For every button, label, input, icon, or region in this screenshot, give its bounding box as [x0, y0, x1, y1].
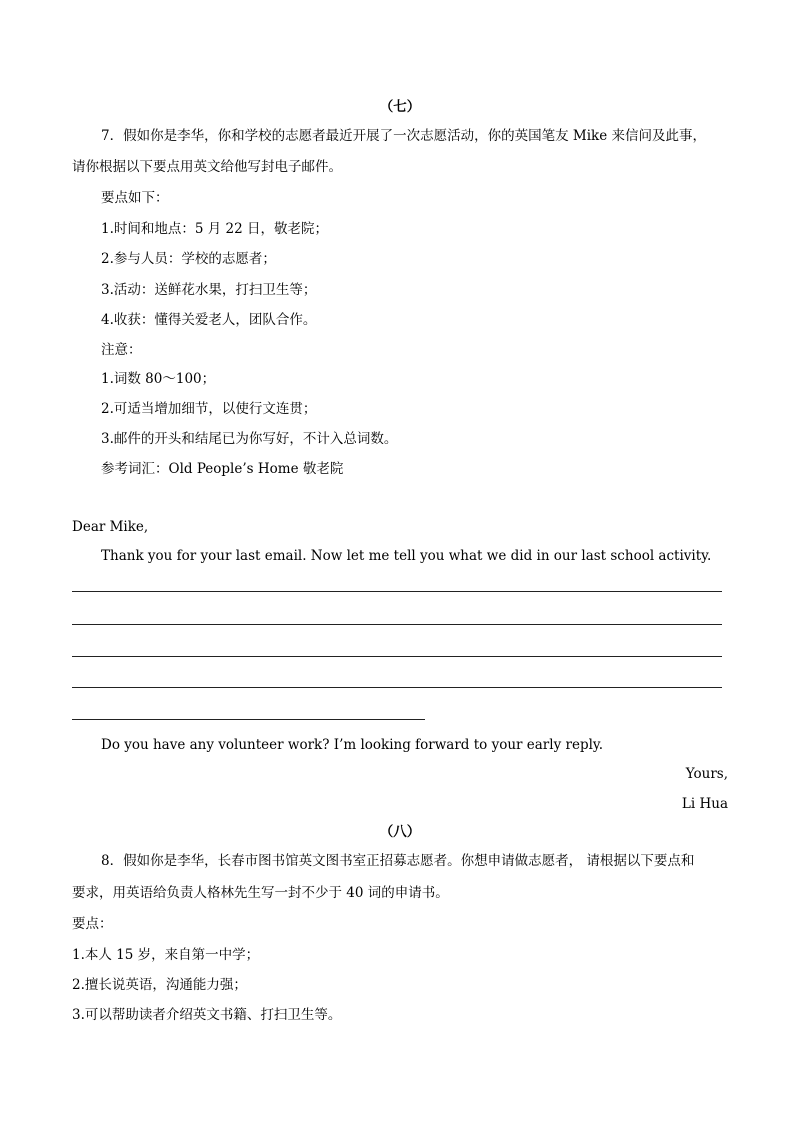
section-7-point-3: 3.活动：送鲜花水果，打扫卫生等； — [101, 282, 317, 298]
section-7-points-title: 要点如下： — [101, 190, 169, 206]
section-8-point-2: 2.擅长说英语，沟通能力强； — [72, 977, 247, 993]
letter-greeting: Dear Mike, — [72, 519, 149, 535]
section-7-note-3: 3.邮件的开头和结尾已为你写好，不计入总词数。 — [101, 431, 398, 447]
section-8-point-3: 3.可以帮助读者介绍英文书籍、打扫卫生等。 — [72, 1007, 342, 1023]
section-7-point-2: 2.参与人员：学校的志愿者； — [101, 251, 276, 267]
section-7-prompt-line-2: 请你根据以下要点用英文给他写封电子邮件。 — [72, 159, 342, 175]
section-7-heading: （七） — [379, 99, 421, 115]
section-7-note-2: 2.可适当增加细节，以使行文连贯； — [101, 401, 317, 417]
answer-line-2 — [72, 624, 722, 625]
section-7-vocab: 参考词汇：Old People’s Home 敬老院 — [101, 461, 344, 477]
section-8-point-1: 1.本人 15 岁，来自第一中学； — [72, 947, 260, 963]
answer-line-5 — [72, 719, 425, 720]
section-7-notes-title: 注意： — [101, 342, 142, 358]
section-7-prompt-line-1: 7．假如你是李华，你和学校的志愿者最近开展了一次志愿活动，你的英国笔友 Mike 来信问及此事， — [101, 128, 706, 144]
section-8-heading: （八） — [379, 824, 421, 840]
letter-closing: Do you have any volunteer work? I’m looking forward to your early reply. — [101, 737, 604, 753]
section-7-note-1: 1.词数 80～100； — [101, 371, 216, 387]
section-7-point-4: 4.收获：懂得关爱老人，团队合作。 — [101, 312, 317, 328]
section-8-points-title: 要点： — [72, 916, 113, 932]
answer-line-1 — [72, 591, 722, 592]
answer-line-4 — [72, 687, 722, 688]
letter-signature: Li Hua — [681, 796, 728, 812]
letter-signoff: Yours, — [685, 766, 728, 782]
section-8-prompt-line-2: 要求，用英语给负责人格林先生写一封不少于 40 词的申请书。 — [72, 885, 449, 901]
section-7-point-1: 1.时间和地点：5 月 22 日，敬老院； — [101, 221, 329, 237]
section-8-prompt-line-1: 8．假如你是李华，长春市图书馆英文图书室正招募志愿者。你想申请做志愿者， 请根据以下要点和 — [101, 853, 695, 869]
answer-line-3 — [72, 656, 722, 657]
letter-opening: Thank you for your last email. Now let me tell you what we did in our last school activity. — [101, 548, 712, 564]
